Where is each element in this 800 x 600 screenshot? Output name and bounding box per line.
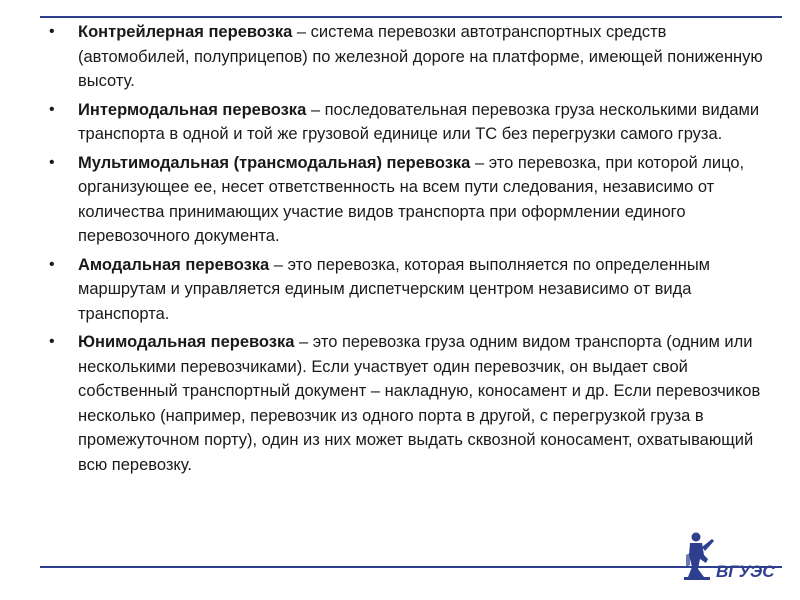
- definitions-list: [40, 20, 782, 481]
- bullet-icon: •: [49, 153, 55, 171]
- list-item-intermodal: [40, 98, 768, 147]
- bullet-icon: •: [49, 23, 55, 40]
- term: Мультимодальная (трансмодальная) перевозка: [78, 153, 471, 172]
- list-item-contrailer: [40, 20, 768, 94]
- logo-text: ВГУЭС: [716, 562, 775, 581]
- definition: – это перевозка груза одним видом транспорта (одним или несколькими перевозчиками). Если участвует один перевозчик, он выдает свой собственный транспортный документ – накладную, коносамент и др. Если перевозчиков несколько (например, перевозчик из одного порта в другой, с перегрузкой груза в промежуточном порту), один из них может выдать сквозной коносамент, охватывающий всю перевозку.: [78, 333, 761, 474]
- definition: – это перевозка, которая выполняется по определенным маршрутам и управляется единым диспетчерским центром независимо от вида транспорта.: [78, 255, 711, 323]
- bullet-icon: •: [49, 255, 55, 273]
- bullet-icon: •: [49, 333, 55, 350]
- term: Интермодальная перевозка: [78, 100, 307, 119]
- term: Юнимодальная перевозка: [78, 333, 295, 351]
- definition: – это перевозка, при которой лицо, организующее ее, несет ответственность на всем пути следования, независимо от количества принимающих участие видов транспорта при оформлении единого перевозочного документа.: [78, 153, 745, 245]
- list-item-amodal: [40, 253, 768, 327]
- bottom-divider: [40, 566, 782, 568]
- definition: – система перевозки автотранспортных средств (автомобилей, полуприцепов) по железной дороге на платформе, имеющей пониженную высоту.: [78, 23, 763, 90]
- list-item-unimodal: [40, 330, 768, 477]
- top-divider: [40, 16, 782, 18]
- list-item-multimodal: [40, 151, 768, 249]
- term: Амодальная перевозка: [78, 255, 270, 274]
- bullet-icon: •: [49, 100, 55, 118]
- term: Контрейлерная перевозка: [78, 23, 293, 41]
- university-logo-icon: [680, 525, 788, 583]
- definition: – последовательная перевозка груза несколькими видами транспорта в одной и той же грузовой единице или ТС без перегрузки самого груза.: [78, 100, 760, 143]
